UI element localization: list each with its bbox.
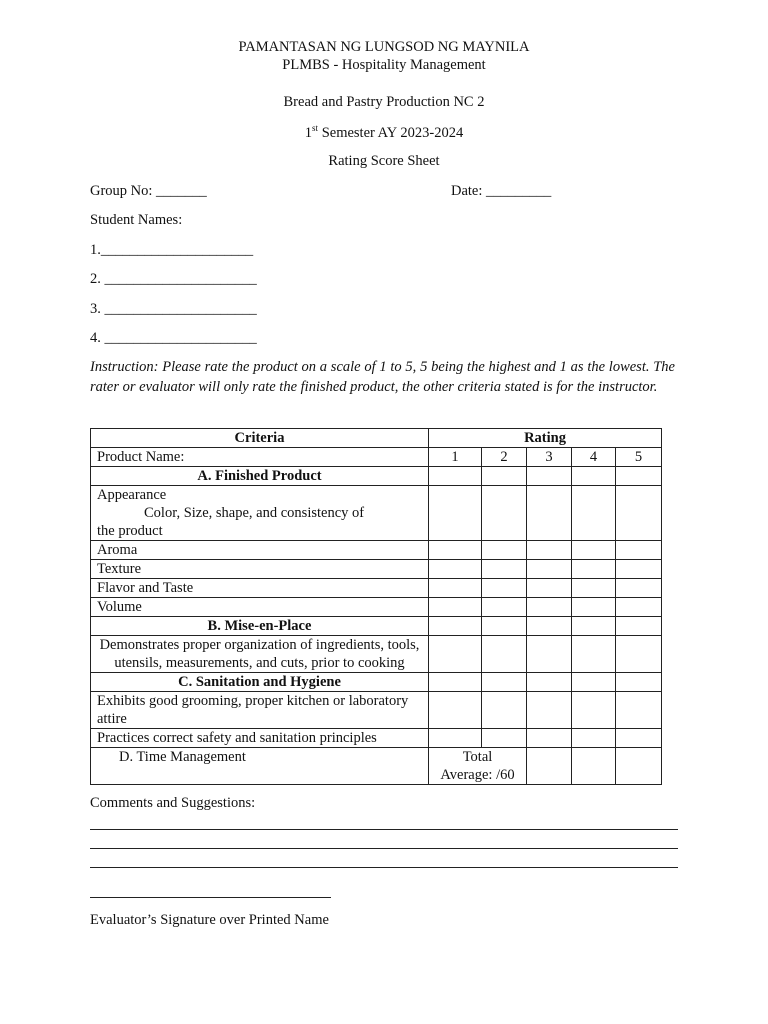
section-row [91, 673, 662, 692]
table-row [91, 748, 662, 785]
total-cell[interactable] [572, 748, 616, 785]
table-row [91, 486, 662, 541]
rating-cell[interactable] [572, 729, 616, 748]
comment-line[interactable] [90, 848, 678, 849]
rating-cell[interactable] [616, 598, 662, 617]
rating-cell[interactable] [482, 636, 527, 673]
rating-cell[interactable] [429, 729, 482, 748]
rating-cell[interactable] [527, 692, 572, 729]
rating-cell[interactable] [527, 541, 572, 560]
safety-criteria: Practices correct safety and sanitation principles [91, 729, 429, 748]
table-row [91, 541, 662, 560]
rating-cell[interactable] [482, 579, 527, 598]
semester-number: 1 [304, 124, 313, 141]
table-row [91, 636, 662, 673]
section-a-title: A. Finished Product [91, 467, 429, 486]
rating-cell[interactable] [429, 579, 482, 598]
semester-line [0, 123, 768, 142]
comments-label: Comments and Suggestions: [90, 795, 256, 811]
appearance-desc-1: Color, Size, shape, and consistency of [144, 505, 365, 521]
rating-cell[interactable] [572, 541, 616, 560]
instruction-text: Instruction: Please rate the product on a scale of 1 to 5, 5 being the highest and 1 as the lowest. The rater or evaluator will only rate the finished product, the other criteria stated is for the instructor. [90, 359, 675, 395]
texture-criteria: Texture [91, 560, 429, 579]
rating-cell[interactable] [527, 579, 572, 598]
rating-cell[interactable] [616, 636, 662, 673]
scale-3: 3 [527, 448, 572, 467]
rating-cell[interactable] [527, 729, 572, 748]
rating-cell[interactable] [429, 486, 482, 541]
rating-cell[interactable] [482, 541, 527, 560]
table-row [91, 560, 662, 579]
section-row [91, 617, 662, 636]
time-management-criteria: D. Time Management [91, 748, 429, 785]
rating-cell[interactable] [616, 560, 662, 579]
criteria-header: Criteria [91, 429, 429, 448]
rating-cell[interactable] [616, 729, 662, 748]
appearance-criteria [91, 486, 429, 541]
rating-cell[interactable] [616, 541, 662, 560]
scale-5: 5 [616, 448, 662, 467]
rating-cell[interactable] [616, 692, 662, 729]
table-row [91, 579, 662, 598]
comment-line[interactable] [90, 867, 678, 868]
rating-cell[interactable] [429, 541, 482, 560]
rating-cell[interactable] [572, 692, 616, 729]
date-field: Date: _________ [451, 183, 552, 199]
section-b-title: B. Mise-en-Place [91, 617, 429, 636]
volume-criteria: Volume [91, 598, 429, 617]
department-name: PLMBS - Hospitality Management [282, 57, 486, 73]
product-name-label: Product Name: [91, 448, 429, 467]
course-title: Bread and Pastry Production NC 2 [283, 94, 485, 110]
grooming-criteria: Exhibits good grooming, proper kitchen or laboratory attire [91, 692, 429, 729]
rating-cell[interactable] [482, 560, 527, 579]
table-row [91, 448, 662, 467]
rating-cell[interactable] [616, 579, 662, 598]
table-row [91, 729, 662, 748]
rating-cell[interactable] [482, 486, 527, 541]
appearance-desc-2: the product [97, 523, 163, 539]
table-row [91, 692, 662, 729]
appearance-label: Appearance [97, 487, 167, 503]
aroma-criteria: Aroma [91, 541, 429, 560]
rating-cell[interactable] [572, 486, 616, 541]
group-no-field: Group No: _______ [90, 183, 207, 199]
rating-header: Rating [429, 429, 662, 448]
university-name: PAMANTASAN NG LUNGSOD NG MAYNILA [238, 39, 530, 55]
rating-cell[interactable] [429, 692, 482, 729]
mise-en-place-criteria: Demonstrates proper organization of ingredients, tools, utensils, measurements, and cuts, prior to cooking [91, 636, 429, 673]
rating-cell[interactable] [616, 486, 662, 541]
rating-cell[interactable] [572, 598, 616, 617]
rating-cell[interactable] [429, 598, 482, 617]
rating-cell[interactable] [572, 579, 616, 598]
table-header-row [91, 429, 662, 448]
rating-cell[interactable] [429, 560, 482, 579]
rating-cell[interactable] [572, 560, 616, 579]
section-c-title: C. Sanitation and Hygiene [91, 673, 429, 692]
section-row [91, 467, 662, 486]
signature-line[interactable] [90, 897, 331, 898]
rating-table [90, 428, 662, 785]
rating-cell[interactable] [482, 692, 527, 729]
rating-cell[interactable] [482, 729, 527, 748]
student-line-2: 2. _____________________ [90, 271, 257, 287]
rating-cell[interactable] [527, 486, 572, 541]
rating-cell[interactable] [527, 598, 572, 617]
total-average-label: Total Average: /60 [429, 748, 527, 785]
scale-4: 4 [572, 448, 616, 467]
student-line-4: 4. _____________________ [90, 330, 257, 346]
rating-cell[interactable] [527, 636, 572, 673]
sheet-title: Rating Score Sheet [328, 153, 440, 169]
table-row [91, 598, 662, 617]
total-cell[interactable] [616, 748, 662, 785]
student-names-label: Student Names: [90, 212, 183, 228]
rating-cell[interactable] [527, 560, 572, 579]
student-line-3: 3. _____________________ [90, 301, 257, 317]
flavor-criteria: Flavor and Taste [91, 579, 429, 598]
comment-line[interactable] [90, 829, 678, 830]
signature-label: Evaluator’s Signature over Printed Name [90, 912, 329, 928]
scale-1: 1 [429, 448, 482, 467]
rating-cell[interactable] [429, 636, 482, 673]
rating-cell[interactable] [482, 598, 527, 617]
total-cell[interactable] [527, 748, 572, 785]
semester-text: Semester AY 2023-2024 [318, 124, 464, 141]
student-line-1: 1._____________________ [90, 242, 254, 258]
rating-cell[interactable] [572, 636, 616, 673]
scale-2: 2 [482, 448, 527, 467]
semester-ordinal: st [312, 123, 319, 133]
